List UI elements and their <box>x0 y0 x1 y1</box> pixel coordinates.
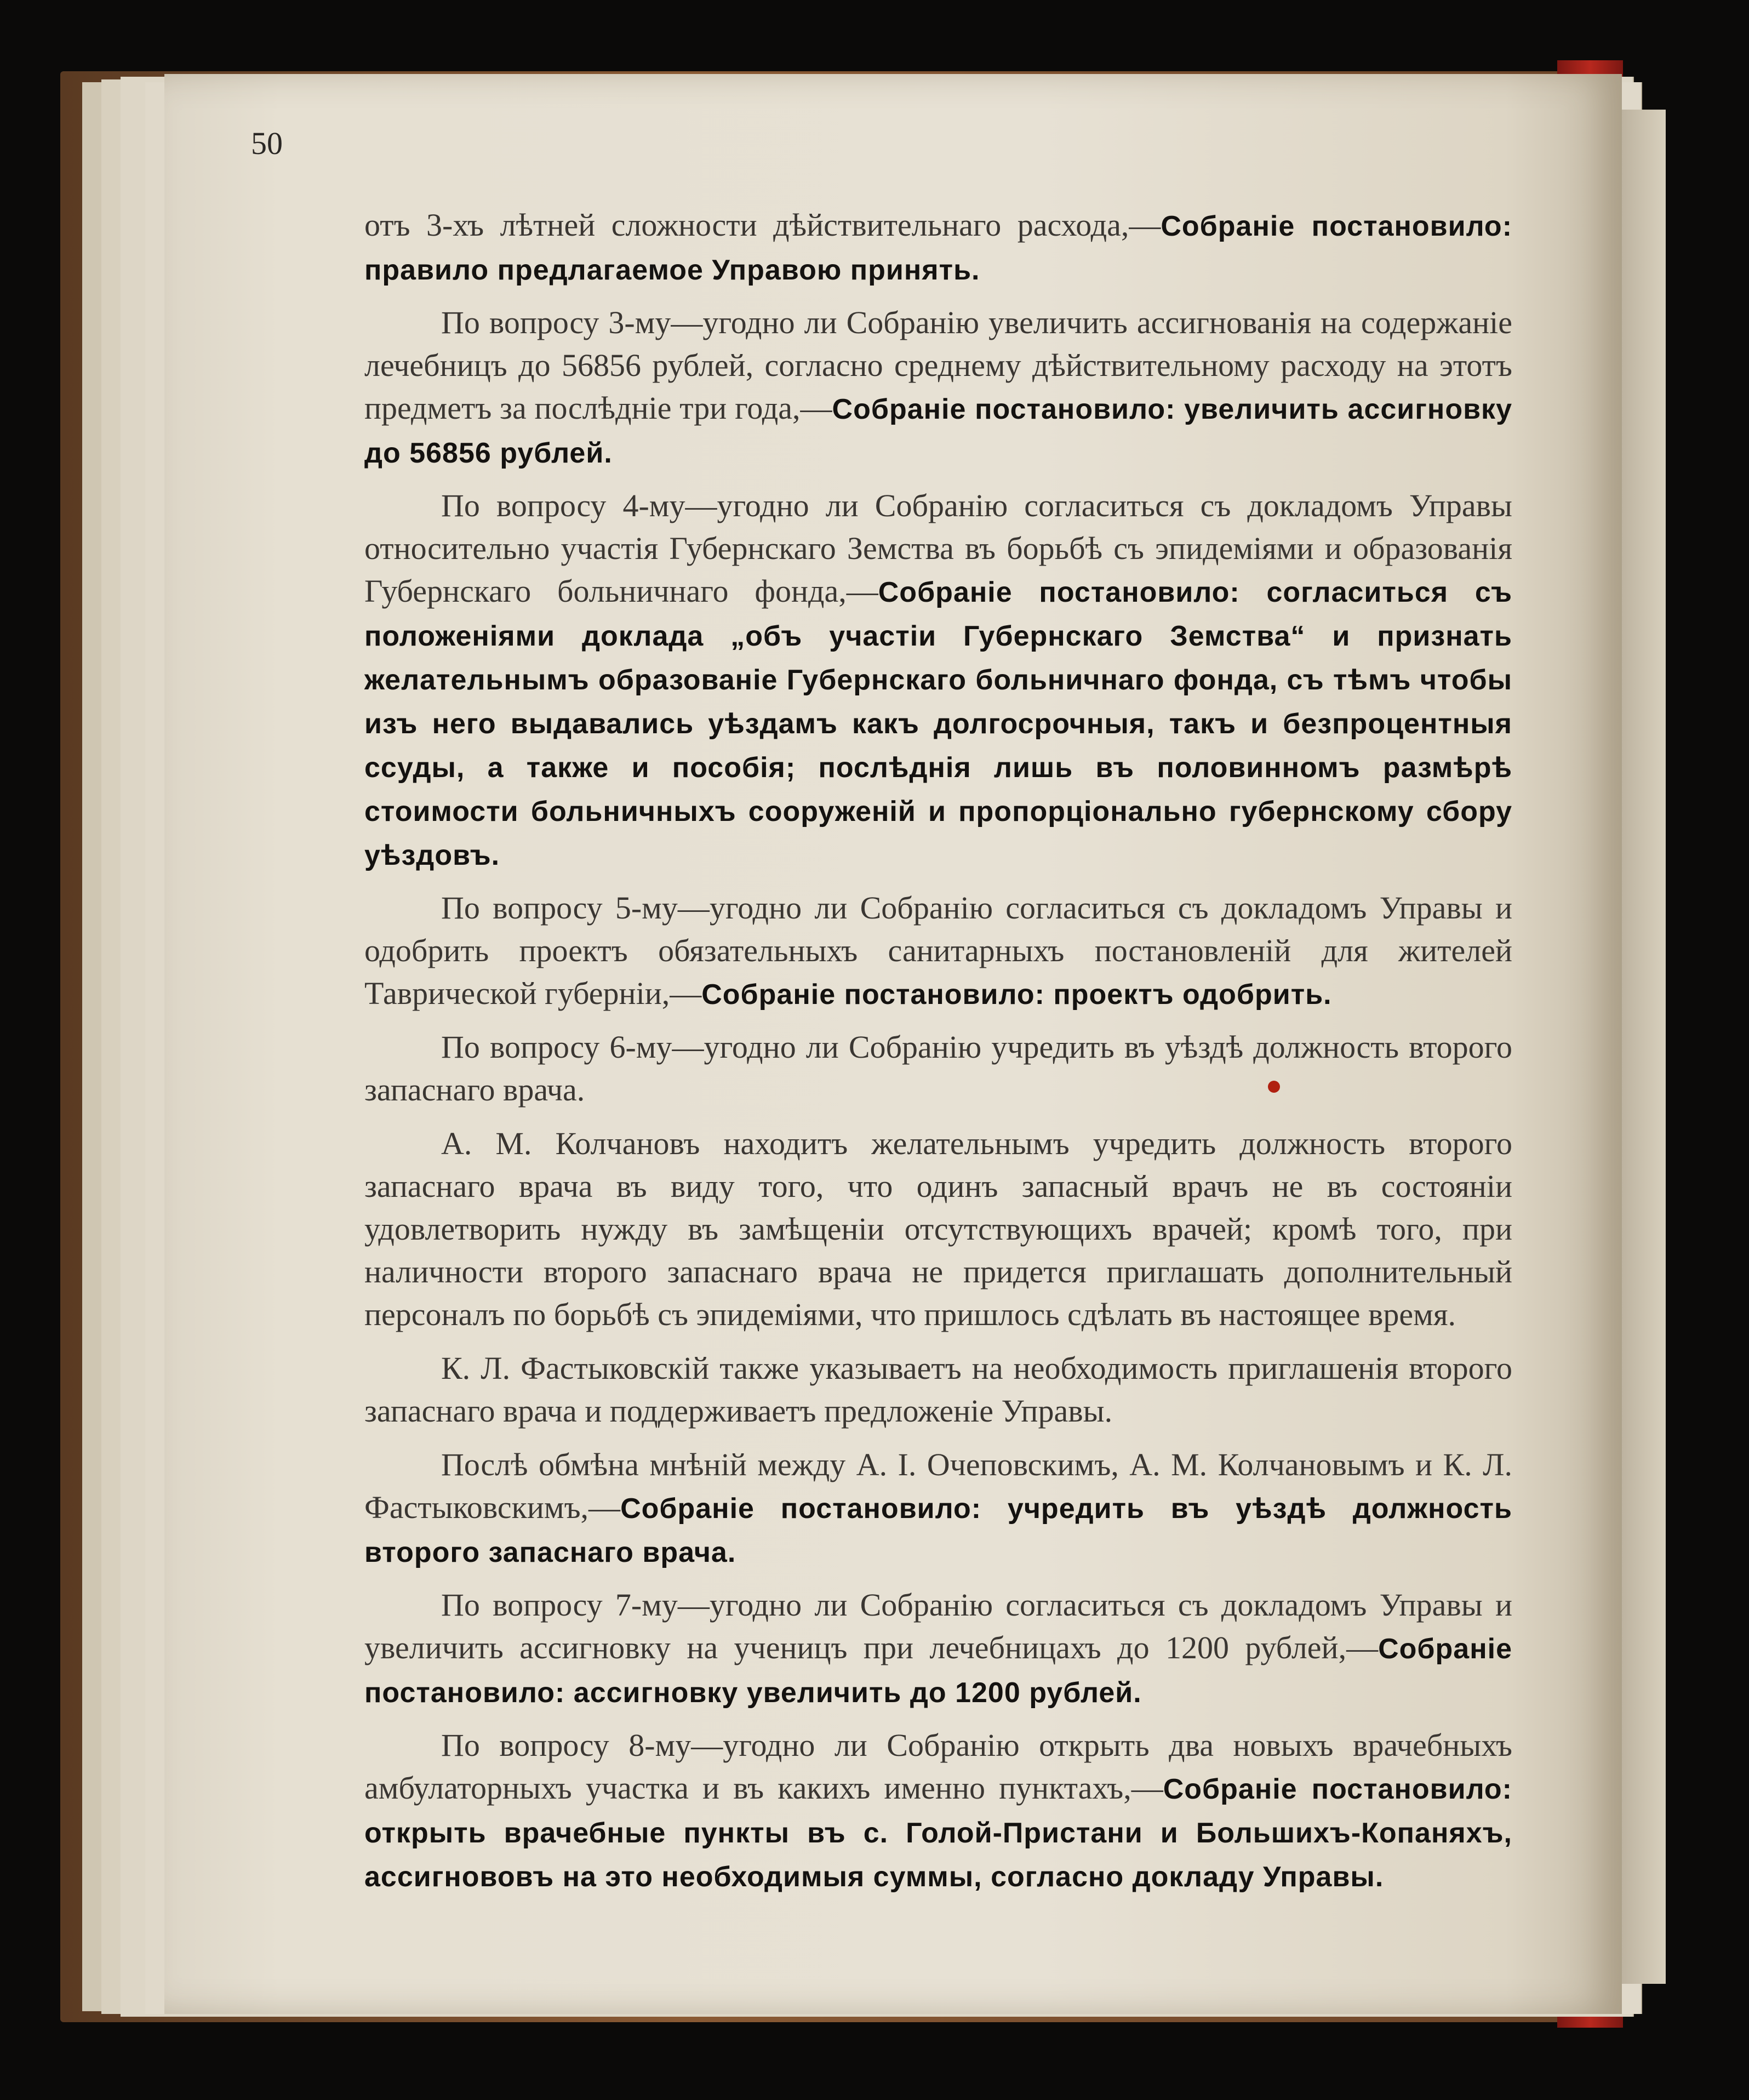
paragraph-text: Послѣ обмѣна мнѣній между А. І. Очеповскимъ, А. М. Колчановымъ и К. Л. Фастыковскимъ,— <box>364 1447 1512 1525</box>
resolution-text: Собраніе постановило: увеличить ассигновку до 56856 рублей. <box>364 393 1512 469</box>
paragraph-text: По вопросу 7-му—угодно ли Собранію согласиться съ докладомъ Управы и увеличить ассигновку на ученицъ при лечебницахъ до 1200 рублей,— <box>364 1587 1512 1665</box>
paragraph <box>364 301 1512 475</box>
resolution-text: Собраніе постановило: открыть врачебные пункты въ с. Голой-Пристани и Большихъ-Копаняхъ, ассигнововъ на это необходимыя суммы, согласно докладу Управы. <box>364 1773 1512 1893</box>
paragraph <box>364 1122 1512 1337</box>
paragraph-text: А. М. Колчановъ находитъ желательнымъ учредить должность второго запаснаго врача въ виду того, что одинъ запасный врачъ не въ состояніи удовлетворить нужду въ замѣщеніи отсутствующихъ врачей; кромѣ того, при наличности второго запаснаго врача не придется приглашать дополнительный персоналъ по борьбѣ съ эпидеміями, что пришлось сдѣлать въ настоящее время. <box>364 1126 1512 1332</box>
resolution-text: Собраніе постановило: ассигновку увеличить до 1200 рублей. <box>364 1633 1512 1709</box>
next-page-edge <box>1622 110 1666 1984</box>
paragraph-text: По вопросу 4-му—угодно ли Собранію согласиться съ докладомъ Управы относительно участія Губернскаго Земства въ борьбѣ съ эпидеміями и образованія Губернскаго больничнаго фонда,— <box>364 488 1512 609</box>
resolution-text: Собраніе постановило: правило предлагаемое Управою принять. <box>364 210 1513 286</box>
paragraph-text: По вопросу 6-му—угодно ли Собранію учредить въ уѣздѣ должность второго запаснаго врача. <box>364 1029 1512 1108</box>
paragraph <box>364 204 1512 292</box>
paragraph <box>364 887 1512 1016</box>
paragraph-text: К. Л. Фастыковскій также указываетъ на необходимость приглашенія второго запаснаго врача и поддерживаетъ предложеніе Управы. <box>364 1350 1512 1429</box>
paragraph-text: По вопросу 3-му—угодно ли Собранію увеличить ассигнованія на содержаніе лечебницъ до 56856 рублей, согласно среднему дѣйствительному расходу на этотъ предметъ за послѣдніе три года,— <box>364 305 1512 426</box>
paragraph-text: отъ 3-хъ лѣтней сложности дѣйствительнаго расхода,— <box>364 207 1161 243</box>
paragraph <box>364 1443 1512 1574</box>
page-body <box>364 204 1512 1908</box>
paragraph <box>364 1584 1512 1714</box>
paragraph-text: По вопросу 8-му—угодно ли Собранію открыть два новыхъ врачебныхъ амбулаторныхъ участка и въ какихъ именно пунктахъ,— <box>364 1727 1512 1806</box>
page-number: 50 <box>251 125 283 161</box>
paragraph <box>364 484 1512 877</box>
paragraph-text: По вопросу 5-му—угодно ли Собранію согласиться съ докладомъ Управы и одобрить проектъ обязательныхъ санитарныхъ постановленій для жителей Таврической губерніи,— <box>364 890 1512 1011</box>
resolution-text: Собраніе постановило: согласиться съ положеніями доклада „объ участіи Губернскаго Земства“ и признать желательнымъ образованіе Губернскаго больничнаго фонда, съ тѣмъ чтобы изъ него выдавались уѣздамъ какъ долгосрочныя, такъ и безпроцентныя ссуды, а также и пособія; послѣднія лишь въ половинномъ размѣрѣ стоимости больничныхъ сооруженій и пропорціонально губернскому сбору уѣздовъ. <box>364 577 1512 871</box>
resolution-text: Собраніе постановило: проектъ одобрить. <box>701 979 1332 1011</box>
paragraph <box>364 1724 1512 1898</box>
paragraph <box>364 1026 1512 1112</box>
resolution-text: Собраніе постановило: учредить въ уѣздѣ должность второго запаснаго врача. <box>364 1493 1512 1568</box>
paragraph <box>364 1347 1512 1434</box>
ink-blot-mark <box>1268 1081 1280 1093</box>
